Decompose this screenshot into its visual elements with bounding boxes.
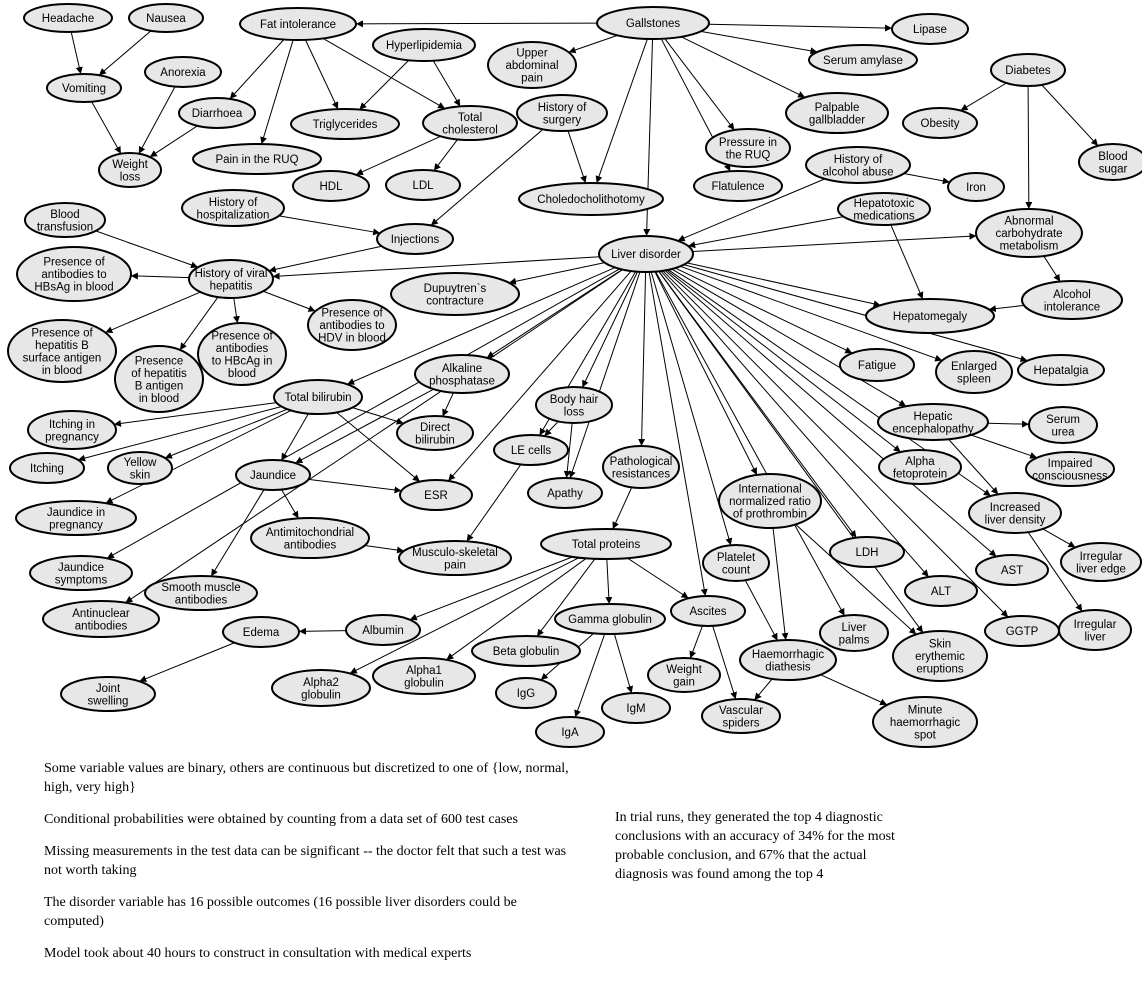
node-antimitochondrial — [251, 518, 369, 558]
node-alpha2-globulin — [272, 670, 370, 706]
node-label: Total bilirubin — [284, 392, 352, 404]
node-fatigue — [840, 349, 914, 381]
node-hepatomegaly — [866, 299, 994, 333]
node-total-cholesterol — [423, 106, 517, 140]
edge-total-proteins-to-ascites — [628, 558, 689, 598]
edge-increased-liver-density-to-irregular-liver-edge — [1043, 529, 1075, 548]
node-serum-amylase — [809, 45, 917, 75]
edge-inr-to-haemorrhagic-diathesis — [773, 528, 786, 640]
node-direct-bilirubin — [397, 416, 473, 450]
node-label: Blood transfusion — [36, 208, 94, 234]
node-label: Blood sugar — [1098, 150, 1128, 176]
edge-diabetes-to-obesity — [961, 83, 1007, 111]
node-palpable-gallbladder — [786, 93, 888, 133]
edge-hepatotoxic-to-hepatomegaly — [891, 225, 923, 299]
edge-abnormal-carb-to-alcohol-intolerance — [1044, 256, 1060, 281]
edge-antimitochondrial-to-musculo-skeletal — [365, 546, 404, 551]
node-irregular-liver-edge — [1061, 543, 1141, 581]
edge-history-viral-hepatitis-to-hbsag — [105, 292, 200, 332]
node-serum-urea — [1029, 407, 1097, 443]
edge-edema-to-joint-swelling — [139, 643, 234, 682]
node-label: Presence of antibodies to HBsAg in blood — [34, 256, 114, 294]
node-igg — [496, 678, 556, 708]
edge-total-bilirubin-to-yellow-skin — [165, 409, 287, 458]
node-joint-swelling — [61, 677, 155, 711]
node-upper-abdominal-pain — [488, 42, 576, 88]
edge-history-viral-hepatitis-to-anti-hdv — [263, 291, 315, 311]
node-label: Irregular liver — [1073, 618, 1117, 644]
node-label: Presence of antibodies to HBcAg in blood — [211, 330, 273, 380]
node-hbag — [115, 346, 203, 412]
node-apathy — [528, 478, 602, 508]
node-label: Alpha1 globulin — [404, 664, 444, 690]
node-label: Iron — [966, 182, 986, 194]
node-label: History of alcohol abuse — [822, 153, 894, 179]
edge-ascites-to-weight-gain — [690, 626, 702, 658]
edge-hepatic-encephalopathy-to-impaired-consciousness — [971, 435, 1037, 458]
node-ascites — [671, 596, 745, 626]
node-igm — [602, 693, 670, 723]
node-irregular-liver — [1059, 610, 1131, 650]
node-label: Albumin — [362, 625, 404, 637]
node-hepatotoxic — [838, 193, 930, 225]
node-label: Itching — [30, 463, 64, 475]
edge-platelet-count-to-haemorrhagic-diathesis — [745, 580, 777, 640]
edge-fat-intolerance-to-triglycerides — [305, 40, 338, 109]
node-antinuclear — [43, 601, 159, 637]
node-label: Beta globulin — [492, 646, 560, 658]
node-beta-globulin — [472, 636, 580, 666]
note-conditional-probabilities: Conditional probabilities were obtained by counting from a data set of 600 test cases — [44, 812, 518, 827]
node-label: HDL — [319, 181, 343, 193]
node-label: Alcohol intolerance — [1043, 288, 1101, 314]
node-label: Lipase — [913, 24, 947, 36]
edge-jaundice-to-antimitochondrial — [282, 490, 299, 519]
node-yellow-skin — [108, 452, 172, 484]
node-pathological-resistances — [603, 446, 679, 488]
node-pressure-ruq — [706, 129, 790, 167]
edge-liver-disorder-to-abnormal-carb — [693, 236, 977, 252]
node-label: Haemorrhagic diathesis — [751, 648, 825, 674]
node-label: Alpha2 globulin — [301, 676, 341, 702]
edge-jaundice-to-esr — [308, 479, 401, 490]
edge-gallstones-to-fat-intolerance — [356, 23, 597, 24]
edge-headache-to-vomiting — [71, 32, 81, 74]
node-label: Smooth muscle antibodies — [161, 581, 241, 607]
edge-gallstones-to-palpable-gallbladder — [681, 37, 805, 98]
edge-liver-disorder-to-body-hair-loss — [582, 272, 637, 388]
node-gamma-globulin — [555, 604, 665, 634]
edge-total-cholesterol-to-hdl — [356, 136, 441, 174]
node-label: Liver palms — [838, 621, 870, 647]
node-label: Itching in pregnancy — [45, 418, 99, 444]
node-gallstones — [597, 7, 709, 39]
node-label: Serum amylase — [823, 55, 903, 67]
node-label: ESR — [424, 490, 448, 502]
edge-vomiting-to-weight-loss — [92, 102, 121, 154]
node-label: Body hair loss — [549, 393, 599, 419]
node-label: Minute haemorrhagic spot — [889, 704, 961, 742]
node-label: Nausea — [146, 13, 186, 25]
note-discretization: Some variable values are binary, others are continuous but discretized to one of {low, normal, high, very high} — [44, 761, 569, 795]
node-label: Alkaline phosphatase — [429, 362, 495, 388]
node-flatulence — [694, 171, 782, 201]
node-blood-sugar — [1079, 144, 1142, 180]
node-albumin — [346, 615, 420, 645]
node-dupuytren — [391, 273, 519, 315]
edge-total-cholesterol-to-ldl — [434, 139, 458, 170]
node-label: LDL — [412, 180, 434, 192]
node-weight-loss — [99, 153, 161, 187]
edge-liver-disorder-to-pathological-resistances — [641, 272, 645, 446]
edge-hyperlipidemia-to-triglycerides — [359, 60, 408, 109]
node-alt — [905, 576, 977, 606]
node-label: Irregular liver edge — [1076, 550, 1126, 576]
node-lipase — [892, 14, 968, 44]
node-label: Presence of hepatitis B antigen in blood — [131, 355, 187, 405]
edge-haemorrhagic-diathesis-to-vascular-spiders — [754, 679, 772, 700]
edge-alcohol-intolerance-to-hepatomegaly — [989, 305, 1024, 309]
node-hepatic-encephalopathy — [878, 404, 988, 440]
node-iga — [536, 717, 604, 747]
node-label: Hepatalgia — [1033, 365, 1089, 377]
node-ggtp — [985, 616, 1059, 646]
node-label: Choledocholithotomy — [537, 194, 645, 206]
edge-nausea-to-vomiting — [99, 31, 151, 75]
node-label: Hepatotoxic medications — [853, 197, 915, 223]
node-edema — [223, 617, 299, 647]
edge-liver-disorder-to-inr — [655, 272, 757, 475]
edge-fat-intolerance-to-diarrhoea — [230, 40, 284, 99]
edge-hepatic-encephalopathy-to-serum-urea — [988, 423, 1029, 424]
node-choledocholithotomy — [519, 183, 663, 215]
node-increased-liver-density — [969, 493, 1061, 533]
node-body-hair-loss — [536, 387, 612, 423]
node-label: History of surgery — [537, 101, 587, 127]
node-label: Direct bilirubin — [415, 421, 455, 447]
node-minute-haemorrhagic — [873, 697, 977, 747]
node-label: IgA — [561, 727, 579, 739]
node-label: Musculo-skeletal pain — [412, 546, 498, 572]
node-label: ALT — [930, 586, 952, 598]
node-label: Joint swelling — [87, 682, 129, 708]
node-label: History of hospitalization — [196, 196, 270, 222]
node-label: Hepatomegaly — [892, 311, 968, 323]
node-label: Fat intolerance — [259, 19, 337, 31]
node-label: Pressure in the RUQ — [718, 136, 778, 162]
node-jaundice-symptoms — [30, 556, 132, 590]
node-alpha-fetoprotein — [879, 450, 961, 484]
edge-diabetes-to-blood-sugar — [1042, 85, 1098, 146]
node-label: IgG — [516, 688, 536, 700]
node-alcohol-intolerance — [1022, 281, 1122, 319]
node-label: Diarrhoea — [191, 108, 243, 120]
node-impaired-consciousness — [1026, 452, 1114, 486]
edge-pathological-resistances-to-total-proteins — [613, 487, 632, 529]
edge-history-hospitalization-to-injections — [279, 216, 380, 233]
edge-injections-to-history-viral-hepatitis — [269, 246, 382, 271]
edge-history-viral-hepatitis-to-anti-hbcag — [234, 298, 238, 323]
node-label: Platelet count — [716, 551, 756, 577]
edge-ascites-to-vascular-spiders — [713, 626, 736, 699]
node-jaundice-pregnancy — [16, 501, 136, 535]
node-label: Headache — [41, 13, 95, 25]
edge-hyperlipidemia-to-total-cholesterol — [433, 61, 460, 107]
edge-total-bilirubin-to-jaundice — [281, 414, 308, 461]
node-label: Serum urea — [1046, 413, 1080, 439]
node-fat-intolerance — [240, 8, 356, 40]
node-label: Fatigue — [857, 360, 897, 372]
node-label: IgM — [626, 703, 646, 715]
node-alpha1-globulin — [373, 658, 475, 694]
node-label: Liver disorder — [611, 249, 681, 261]
node-blood-transfusion — [25, 203, 105, 237]
edge-liver-disorder-to-hepatomegaly — [687, 263, 881, 305]
node-hyperlipidemia — [373, 29, 475, 61]
edge-gallstones-to-serum-amylase — [701, 31, 818, 52]
node-diarrhoea — [179, 98, 255, 128]
node-label: Anorexia — [160, 67, 206, 79]
node-label: Enlarged spleen — [950, 360, 998, 386]
node-label: Presence of antibodies to HDV in blood — [318, 307, 386, 345]
node-label: Alpha fetoprotein — [892, 455, 948, 481]
node-label: Ascites — [689, 606, 727, 618]
node-total-proteins — [541, 529, 671, 559]
node-alkaline-phosphatase — [415, 355, 509, 393]
edge-gallstones-to-lipase — [709, 24, 892, 28]
node-obesity — [903, 108, 977, 138]
node-label: Hyperlipidemia — [385, 40, 463, 52]
node-hdl — [293, 171, 369, 201]
node-weight-gain — [648, 658, 720, 692]
edge-history-alcohol-to-iron — [904, 174, 950, 183]
node-label: Obesity — [920, 118, 960, 130]
node-label: Pathological resistances — [609, 455, 673, 481]
node-anti-hdv — [308, 300, 396, 350]
edge-total-proteins-to-gamma-globulin — [607, 559, 609, 604]
node-history-surgery — [517, 95, 607, 131]
node-enlarged-spleen — [936, 351, 1012, 393]
node-abnormal-carb — [976, 209, 1082, 257]
node-label: Upper abdominal pain — [505, 47, 559, 85]
node-platelet-count — [703, 545, 769, 581]
node-label: Antinuclear antibodies — [72, 607, 130, 633]
node-label: Injections — [390, 234, 440, 246]
edge-hepatotoxic-to-liver-disorder — [688, 217, 843, 246]
node-skin-erythemic — [893, 631, 987, 681]
node-total-bilirubin — [274, 380, 362, 414]
edge-le-cells-to-musculo-skeletal — [467, 464, 521, 541]
node-label: Increased liver density — [984, 501, 1046, 527]
edge-diabetes-to-abnormal-carb — [1028, 86, 1029, 209]
node-label: LE cells — [510, 445, 552, 457]
node-label: Apathy — [547, 488, 583, 500]
edge-gallstones-to-pressure-ruq — [665, 39, 734, 130]
node-label: Jaundice — [249, 470, 297, 482]
node-label: Weight gain — [666, 663, 702, 689]
notes-right — [615, 808, 915, 897]
node-anti-hbsag — [17, 247, 131, 301]
edge-albumin-to-edema — [299, 631, 346, 632]
node-liver-palms — [820, 615, 888, 651]
node-label: Pain in the RUQ — [215, 154, 299, 166]
node-itching-pregnancy — [28, 411, 116, 449]
node-ast — [976, 555, 1048, 585]
node-label: LDH — [855, 547, 879, 559]
node-vascular-spiders — [702, 699, 780, 733]
node-label: History of viral hepatitis — [194, 267, 268, 293]
node-jaundice — [236, 460, 310, 490]
node-inr — [719, 474, 821, 528]
node-label: Dupuytren`s contracture — [423, 282, 487, 308]
node-label: Gallstones — [625, 18, 681, 30]
note-disorder-outcomes: The disorder variable has 16 possible outcomes (16 possible liver disorders could be computed) — [44, 895, 517, 929]
edge-gamma-globulin-to-iga — [575, 634, 604, 717]
node-diabetes — [991, 54, 1065, 86]
node-headache — [24, 4, 112, 32]
node-nausea — [129, 4, 203, 32]
node-hepatalgia — [1018, 355, 1104, 385]
node-history-hospitalization — [182, 190, 284, 226]
node-label: Diabetes — [1005, 65, 1051, 77]
node-esr — [400, 480, 472, 510]
node-ldl — [386, 170, 460, 200]
edge-history-surgery-to-choledocholithotomy — [568, 131, 586, 183]
node-triglycerides — [291, 109, 399, 139]
node-anorexia — [145, 57, 221, 87]
node-ldh — [830, 537, 904, 567]
node-label: International normalized ratio of prothrombin — [729, 483, 811, 521]
notes-left — [44, 759, 574, 976]
node-hbsag — [8, 320, 116, 382]
node-label: Vomiting — [61, 83, 107, 95]
node-musculo-skeletal — [399, 541, 511, 575]
node-history-viral-hepatitis — [189, 260, 273, 298]
node-label: Abnormal carbohydrate metabolism — [995, 215, 1063, 253]
node-iron — [948, 173, 1004, 201]
edge-alkaline-phosphatase-to-direct-bilirubin — [443, 393, 454, 417]
node-label: Vascular spiders — [719, 704, 763, 730]
node-label: Flatulence — [711, 181, 765, 193]
node-le-cells — [494, 435, 568, 465]
note-construction-time: Model took about 40 hours to construct in consultation with medical experts — [44, 946, 472, 961]
node-label: Presence of hepatitis B surface antigen in blood — [22, 327, 102, 377]
node-history-alcohol — [806, 147, 910, 183]
node-label: Hepatic encephalopathy — [892, 410, 974, 436]
node-label: Gamma globulin — [568, 614, 652, 626]
edge-liver-disorder-to-dupuytren — [509, 263, 605, 283]
node-label: AST — [1000, 565, 1024, 577]
node-label: Total cholesterol — [442, 111, 498, 137]
note-missing-measurements: Missing measurements in the test data can be significant -- the doctor felt that such a test was not worth taking — [44, 844, 567, 878]
node-injections — [377, 224, 453, 254]
node-vomiting — [47, 74, 121, 102]
node-smooth-muscle — [145, 576, 257, 610]
node-label: Palpable gallbladder — [808, 101, 866, 127]
edge-history-viral-hepatitis-to-anti-hbsag — [131, 276, 189, 278]
node-itching — [10, 453, 84, 483]
edge-gallstones-to-upper-abdominal-pain — [569, 35, 618, 52]
node-pain-ruq — [193, 144, 321, 174]
note-trial-runs: In trial runs, they generated the top 4 diagnostic conclusions with an accuracy of 34% for the most probable conclusion, and 67% that the actual diagnosis was found among the top 4 — [615, 810, 895, 882]
edge-diarrhoea-to-weight-loss — [150, 126, 197, 157]
node-label: Weight loss — [112, 158, 148, 184]
node-label: GGTP — [1005, 626, 1039, 638]
node-anti-hbcag — [198, 323, 286, 385]
node-label: Antimitochondrial antibodies — [265, 526, 355, 552]
node-label: Edema — [242, 627, 280, 639]
edge-gamma-globulin-to-igm — [614, 634, 631, 693]
edge-haemorrhagic-diathesis-to-minute-haemorrhagic — [821, 675, 888, 705]
node-haemorrhagic-diathesis — [740, 640, 836, 680]
node-label: Total proteins — [571, 539, 641, 551]
node-label: Triglycerides — [312, 119, 378, 131]
node-label: Impaired consciousness — [1032, 457, 1108, 483]
node-label: Yellow skin — [123, 456, 157, 482]
edge-fat-intolerance-to-pain-ruq — [262, 40, 294, 144]
node-liver-disorder — [599, 236, 693, 272]
node-label: Skin erythemic eruptions — [915, 638, 965, 676]
node-label: Jaundice in pregnancy — [46, 506, 106, 532]
node-label: Jaundice symptoms — [54, 561, 108, 587]
